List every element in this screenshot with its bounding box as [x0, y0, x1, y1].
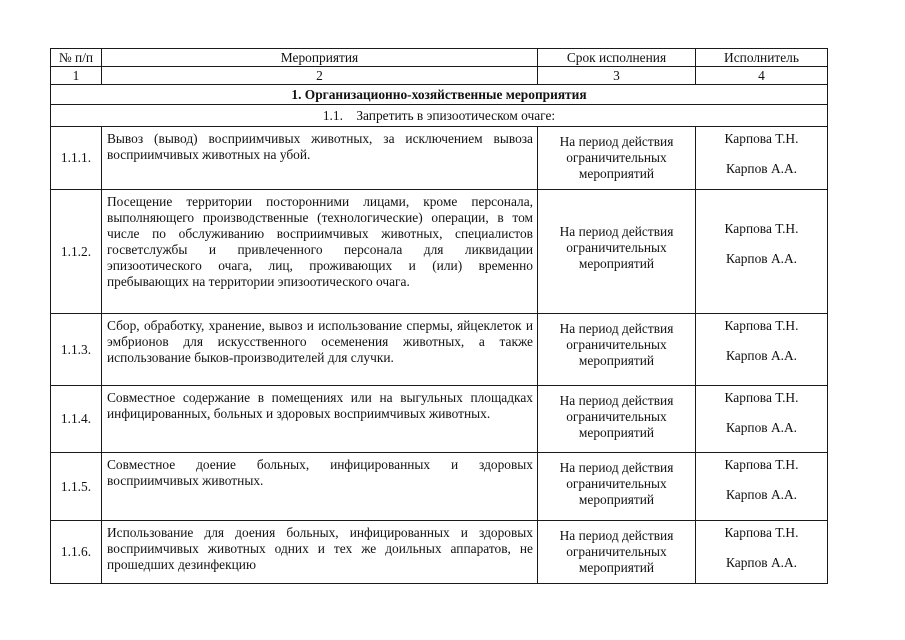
section-row	[51, 85, 828, 105]
executor-1: Карпова Т.Н.	[724, 221, 799, 236]
header-executor: Исполнитель	[696, 49, 828, 67]
term-text: На период действия ограничительных мероприятий	[559, 460, 674, 507]
executor-cell	[696, 521, 828, 584]
action-cell	[102, 521, 538, 584]
action-text: Сбор, обработку, хранение, вывоз и использование спермы, яйцеклеток и эмбрионов для искусственного осеменения животных, а также использование быков-производителей для случки.	[107, 318, 533, 365]
table-header-row	[51, 49, 828, 67]
term-text: На период действия ограничительных мероприятий	[559, 134, 674, 181]
action-text: Совместное доение больных, инфицированных и здоровых восприимчивых животных.	[107, 457, 533, 488]
executor-2: Карпов А.А.	[726, 161, 797, 176]
subsection-row	[51, 105, 828, 127]
executor-1: Карпова Т.Н.	[724, 131, 799, 146]
action-cell	[102, 386, 538, 453]
subsection-text: Запретить в эпизоотическом очаге:	[356, 107, 556, 123]
column-index: 2	[102, 67, 538, 85]
measures-table	[50, 48, 828, 584]
term-text: На период действия ограничительных мероприятий	[559, 393, 674, 440]
executor-cell	[696, 453, 828, 521]
table-row	[51, 190, 828, 314]
executor-1: Карпова Т.Н.	[724, 390, 799, 405]
action-text: Посещение территории посторонними лицами, кроме персонала, выполняющего производственные (технологические) операции, в том числе по обслуживанию восприимчивых животных, специалистов госветслужбы и привлеченного персонала для ликвидации эпизоотического очага, лиц, проживающих и (или) временно пребывающих на территории эпизоотического очага.	[107, 194, 533, 289]
executor-2: Карпов А.А.	[726, 251, 797, 266]
action-text: Вывоз (вывод) восприимчивых животных, за исключением вывоза восприимчивых животных на убой.	[107, 131, 533, 162]
row-number: 1.1.3.	[51, 314, 102, 386]
term-cell	[538, 521, 696, 584]
action-text: Использование для доения больных, инфицированных и здоровых восприимчивых животных одних и тех же доильных аппаратов, не прошедших дезинфекцию	[107, 525, 533, 572]
header-num: № п/п	[51, 49, 102, 67]
table-row	[51, 453, 828, 521]
executor-cell	[696, 127, 828, 190]
term-cell	[538, 190, 696, 314]
term-text: На период действия ограничительных мероприятий	[559, 224, 674, 271]
executor-2: Карпов А.А.	[726, 420, 797, 435]
term-cell	[538, 453, 696, 521]
row-number: 1.1.6.	[51, 521, 102, 584]
table-row	[51, 521, 828, 584]
row-number: 1.1.4.	[51, 386, 102, 453]
executor-cell	[696, 386, 828, 453]
row-number: 1.1.1.	[51, 127, 102, 190]
term-text: На период действия ограничительных мероприятий	[559, 321, 674, 368]
executor-1: Карпова Т.Н.	[724, 457, 799, 472]
action-text: Совместное содержание в помещениях или на выгульных площадках инфицированных, больных и здоровых восприимчивых животных.	[107, 390, 533, 421]
executor-cell	[696, 314, 828, 386]
row-number: 1.1.5.	[51, 453, 102, 521]
column-index: 1	[51, 67, 102, 85]
column-index: 4	[696, 67, 828, 85]
executor-2: Карпов А.А.	[726, 555, 797, 570]
executor-1: Карпова Т.Н.	[724, 525, 799, 540]
section-title: 1. Организационно-хозяйственные мероприятия	[51, 85, 828, 105]
action-cell	[102, 453, 538, 521]
table-row	[51, 386, 828, 453]
term-cell	[538, 127, 696, 190]
action-cell	[102, 190, 538, 314]
header-term: Срок исполнения	[538, 49, 696, 67]
executor-cell	[696, 190, 828, 314]
term-text: На период действия ограничительных мероприятий	[559, 528, 674, 575]
subsection-number: 1.1.	[322, 107, 343, 123]
subsection-cell	[51, 105, 828, 127]
term-cell	[538, 386, 696, 453]
column-index: 3	[538, 67, 696, 85]
column-index-row	[51, 67, 828, 85]
header-action: Мероприятия	[102, 49, 538, 67]
table-row	[51, 314, 828, 386]
table-row	[51, 127, 828, 190]
row-number: 1.1.2.	[51, 190, 102, 314]
executor-1: Карпова Т.Н.	[724, 318, 799, 333]
executor-2: Карпов А.А.	[726, 348, 797, 363]
action-cell	[102, 314, 538, 386]
executor-2: Карпов А.А.	[726, 487, 797, 502]
action-cell	[102, 127, 538, 190]
term-cell	[538, 314, 696, 386]
